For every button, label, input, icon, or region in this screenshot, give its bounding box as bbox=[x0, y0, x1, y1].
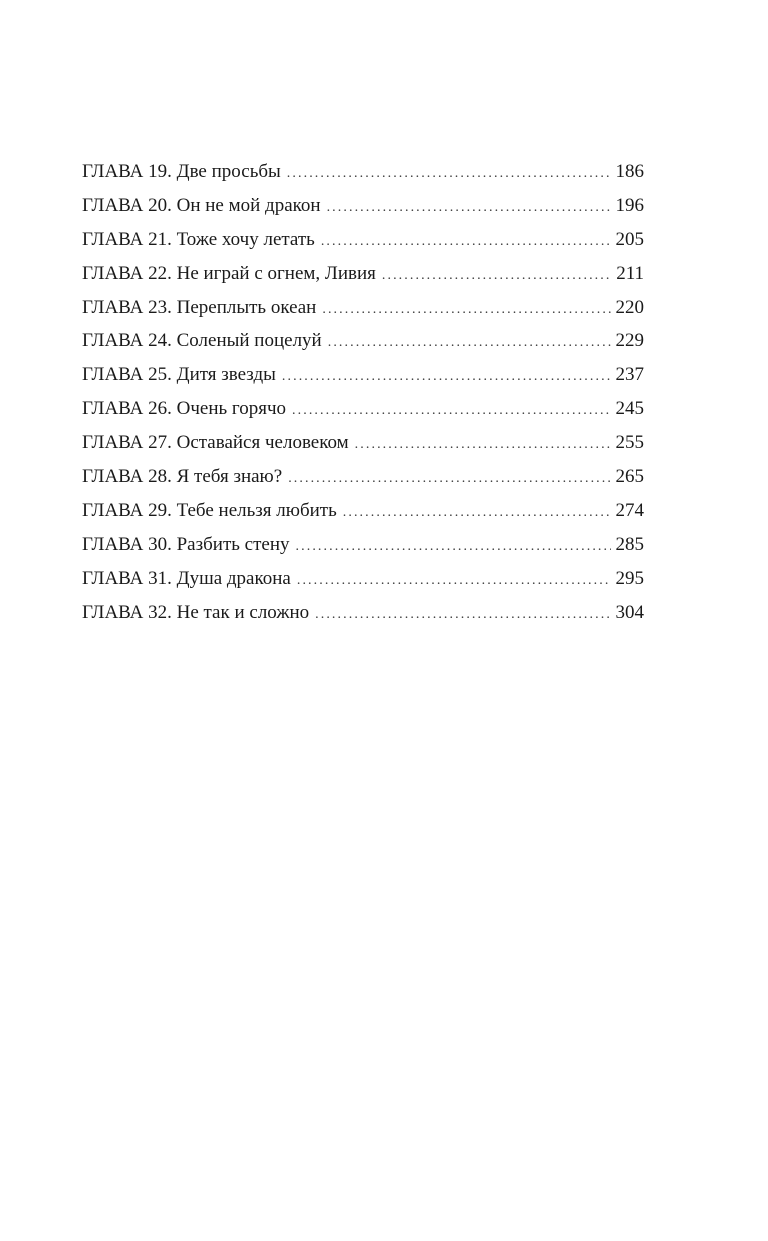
toc-entry bbox=[82, 392, 644, 426]
dot-leader bbox=[282, 360, 611, 394]
chapter-title: ГЛАВА 32. Не так и сложно bbox=[82, 601, 310, 623]
dot-leader bbox=[355, 428, 611, 462]
toc-entry bbox=[82, 189, 644, 223]
dot-leader bbox=[297, 564, 611, 598]
toc-entry bbox=[82, 358, 644, 392]
dot-leader bbox=[292, 394, 610, 428]
page-number: 255 bbox=[615, 432, 644, 454]
chapter-title: ГЛАВА 26. Очень горячо bbox=[82, 398, 287, 420]
chapter-title: ГЛАВА 19. Две просьбы bbox=[82, 161, 281, 182]
page-number: 274 bbox=[615, 499, 644, 521]
dot-leader bbox=[321, 225, 611, 259]
dot-leader bbox=[343, 496, 611, 530]
dot-leader bbox=[327, 191, 611, 225]
toc-entry bbox=[82, 324, 644, 358]
toc-entry bbox=[82, 562, 644, 596]
toc-entry bbox=[82, 426, 644, 460]
toc-entry bbox=[82, 494, 644, 528]
toc-entry bbox=[82, 460, 644, 494]
dot-leader bbox=[328, 326, 611, 360]
chapter-title: ГЛАВА 28. Я тебя знаю? bbox=[82, 466, 283, 488]
chapter-title: ГЛАВА 20. Он не мой дракон bbox=[82, 194, 321, 216]
dot-leader bbox=[296, 530, 611, 564]
page-number: 304 bbox=[615, 601, 644, 623]
chapter-title: ГЛАВА 24. Соленый поцелуй bbox=[82, 330, 322, 352]
toc-entry bbox=[82, 291, 644, 325]
table-of-contents bbox=[82, 155, 644, 629]
page-number: 205 bbox=[615, 228, 644, 250]
dot-leader bbox=[322, 293, 610, 327]
page-number: 186 bbox=[615, 161, 644, 182]
chapter-title: ГЛАВА 29. Тебе нельзя любить bbox=[82, 499, 337, 521]
chapter-title: ГЛАВА 21. Тоже хочу летать bbox=[82, 228, 315, 250]
page-number: 196 bbox=[615, 194, 644, 216]
dot-leader bbox=[287, 157, 611, 191]
page-number: 295 bbox=[615, 567, 644, 589]
page-number: 245 bbox=[615, 398, 644, 420]
chapter-title: ГЛАВА 30. Разбить стену bbox=[82, 533, 290, 555]
toc-entry bbox=[82, 528, 644, 562]
page-number: 237 bbox=[615, 364, 644, 386]
chapter-title: ГЛАВА 31. Душа дракона bbox=[82, 567, 291, 589]
page-number: 265 bbox=[615, 466, 644, 488]
page-number: 229 bbox=[615, 330, 644, 352]
toc-entry bbox=[82, 596, 644, 630]
dot-leader bbox=[288, 462, 610, 496]
page-number: 211 bbox=[616, 262, 644, 284]
page-number: 285 bbox=[615, 533, 644, 555]
dot-leader bbox=[382, 259, 611, 293]
chapter-title: ГЛАВА 25. Дитя звезды bbox=[82, 364, 276, 386]
chapter-title: ГЛАВА 27. Оставайся человеком bbox=[82, 432, 349, 454]
page-number: 220 bbox=[615, 296, 644, 318]
toc-entry bbox=[82, 257, 644, 291]
chapter-title: ГЛАВА 23. Переплыть океан bbox=[82, 296, 317, 318]
dot-leader bbox=[315, 598, 610, 632]
toc-entry bbox=[82, 155, 644, 189]
chapter-title: ГЛАВА 22. Не играй с огнем, Ливия bbox=[82, 262, 376, 284]
toc-entry bbox=[82, 223, 644, 257]
